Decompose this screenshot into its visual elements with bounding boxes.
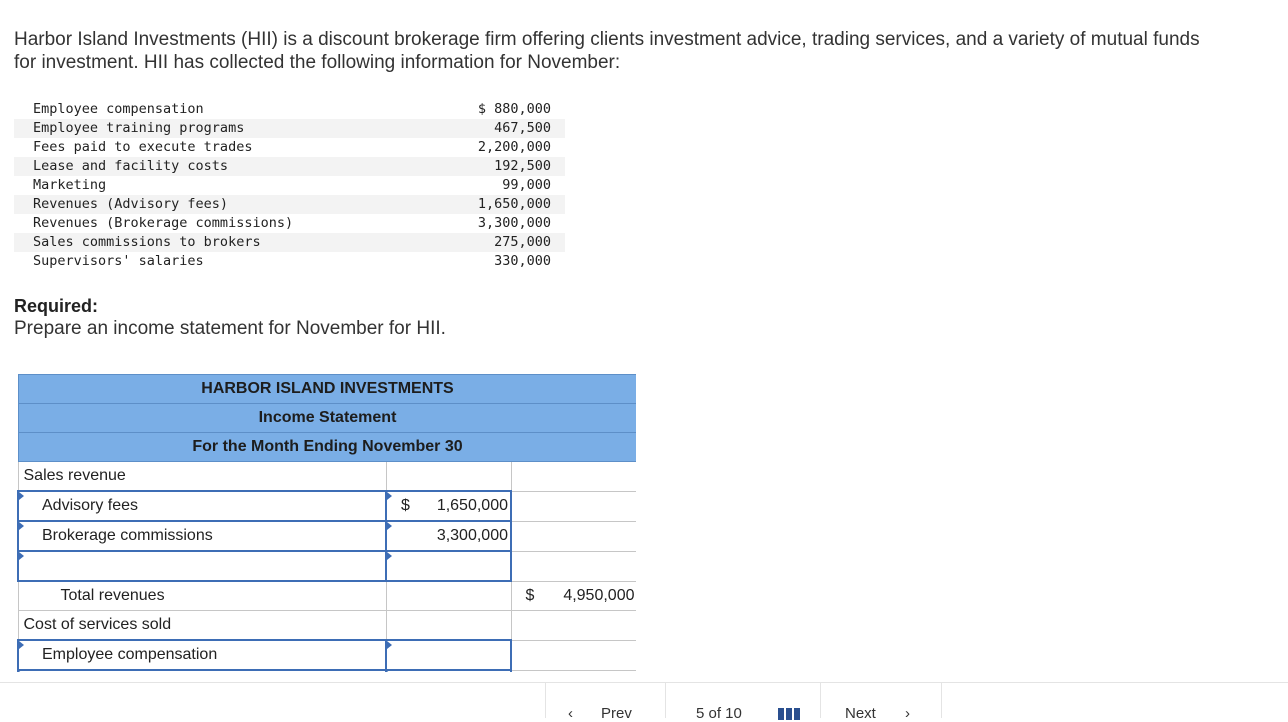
data-value: 2,200,000 — [477, 139, 551, 155]
page-label: 5 of 10 — [696, 705, 742, 722]
data-label: Revenues (Advisory fees) — [14, 195, 434, 214]
data-row — [14, 233, 565, 252]
brokerage-amount-field[interactable] — [386, 521, 511, 551]
empty-revenue-amount-field[interactable] — [386, 551, 511, 581]
data-label: Fees paid to execute trades — [33, 139, 253, 155]
data-row — [14, 176, 565, 195]
data-label: Lease and facility costs — [14, 157, 434, 176]
prev-button[interactable] — [545, 683, 666, 722]
total-revenues-amount — [511, 581, 636, 611]
next-cost-amount-field[interactable] — [386, 670, 511, 672]
data-row — [14, 138, 565, 157]
chevron-right-icon: › — [905, 705, 910, 722]
data-label: Sales commissions to brokers — [14, 233, 434, 252]
required-text: Prepare an income statement for November for HII. — [14, 318, 446, 339]
data-row — [14, 252, 565, 271]
statement-period: For the Month Ending November 30 — [18, 433, 636, 462]
data-row — [14, 195, 565, 214]
advisory-fees-field[interactable]: Advisory fees — [18, 491, 386, 521]
total-currency: $ — [525, 586, 535, 604]
data-row — [14, 214, 565, 233]
empty-revenue-field[interactable] — [18, 551, 386, 581]
data-label: Marketing — [33, 177, 107, 193]
employee-compensation-amount-field[interactable] — [386, 640, 511, 670]
company-name: HARBOR ISLAND INVESTMENTS — [18, 375, 636, 404]
data-row — [14, 157, 565, 176]
advisory-amount: 1,650,000 — [436, 497, 508, 514]
data-value: 330,000 — [494, 253, 551, 269]
data-row — [14, 100, 565, 119]
sales-revenue-label: Sales revenue — [18, 462, 386, 492]
data-value: 275,000 — [434, 233, 565, 252]
required-heading: Required: — [14, 296, 99, 316]
intro-text: Harbor Island Investments (HII) is a discount brokerage firm offering clients investment advice, trading services, and a variety of mutual funds for investment. HII has collected the following information for November: — [14, 29, 1200, 73]
data-label: Employee compensation — [33, 101, 204, 117]
next-button[interactable] — [820, 683, 942, 722]
data-label: Supervisors' salaries — [33, 253, 204, 269]
employee-compensation-field[interactable]: Employee compensation — [18, 640, 386, 670]
prev-label: Prev — [601, 705, 632, 722]
data-value: 99,000 — [502, 177, 551, 193]
data-label: Employee training programs — [14, 119, 434, 138]
data-row — [14, 119, 565, 138]
total-revenues-label: Total revenues — [18, 581, 386, 611]
given-data-table — [14, 100, 565, 271]
total-amount: 4,950,000 — [563, 586, 635, 604]
data-value: 192,500 — [434, 157, 565, 176]
data-value: 1,650,000 — [434, 195, 565, 214]
data-label: Revenues (Brokerage commissions) — [33, 215, 294, 231]
data-value: $ 880,000 — [477, 101, 551, 117]
next-cost-field[interactable] — [18, 670, 386, 672]
data-value: 467,500 — [434, 119, 565, 138]
chevron-left-icon: ‹ — [568, 705, 573, 722]
income-statement — [17, 374, 636, 672]
data-value: 3,300,000 — [477, 215, 551, 231]
page-indicator[interactable] — [665, 683, 821, 722]
advisory-fees-amount-field[interactable] — [386, 491, 511, 521]
advisory-currency: $ — [401, 497, 410, 514]
cost-of-services-label: Cost of services sold — [18, 611, 386, 641]
navigation-bar — [0, 682, 1288, 722]
statement-title: Income Statement — [18, 404, 636, 433]
next-label: Next — [845, 705, 876, 722]
brokerage-amount: 3,300,000 — [436, 527, 508, 544]
grid-icon — [778, 708, 800, 720]
brokerage-commissions-field[interactable]: Brokerage commissions — [18, 521, 386, 551]
